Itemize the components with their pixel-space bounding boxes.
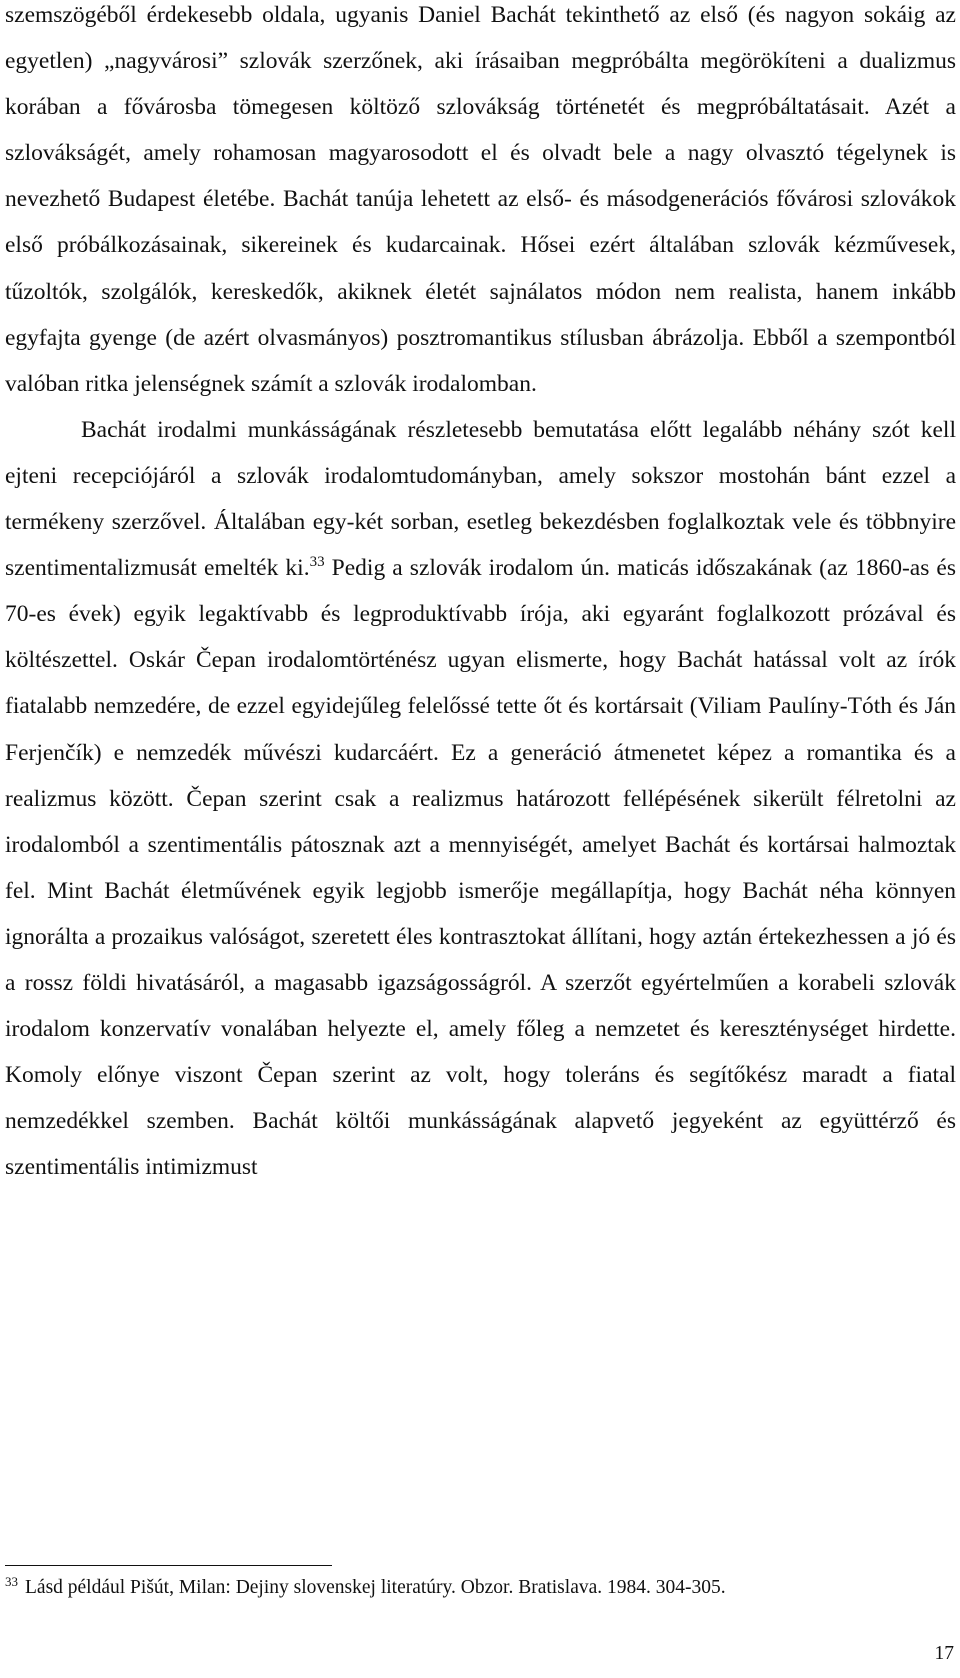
paragraph-2-text-start: Bachát irodalmi munkásságának részletesebb bemutatása előtt legalább néhány szót kell ejteni recepciójáról a szlovák irodalomtudományban, amely sokszor mostohán bánt ezzel a termékeny szerzővel. Általában egy-két sorban, esetleg bekezdésben foglalkoztak vele és többnyire szentimentalizmusát emelték ki. (5, 416, 956, 582)
footnote-reference[interactable]: 33 (309, 554, 325, 571)
body-text (5, 0, 956, 1190)
footnote-number: 33 (5, 1574, 18, 1589)
paragraph-2-text-end: Pedig a szlovák irodalom ún. maticás időszakának (az 1860-as és 70-es évek) egyik legaktívabb és legproduktívabb írója, aki egyaránt foglalkozott prózával és költészettel. Oskár Čepan irodalomtörténész ugyan elismerte, hogy Bachát hatással volt az írók fiatalabb nemzedére, de ezzel egyidejűleg felelőssé tette őt és kortársait (Viliam Paulíny-Tóth és Ján Ferjenčík) e nemzedék művészi kudarcáért. Ez a generáció átmenetet képez a romantika és a realizmus között. Čepan szerint csak a realizmus határozott fellépésének sikerült félretolni az irodalomból a szentimentális pátosznak azt a mennyiségét, amelyet Bachát és kortársai halmoztak fel. Mint Bachát életművének egyik legjobb ismerője megállapítja, hogy Bachát néha könnyen ignorálta a prozaikus valóságot, szeretett éles kontrasztokat állítani, hogy aztán értekezhessen a jó és a rossz földi hivatásáról, a magasabb igazságosságról. A szerzőt egyértelműen a korabeli szlovák irodalom konzervatív vonalában helyezte el, amely főleg a nemzetet és kereszténységet hirdette. Komoly előnye viszont Čepan szerint az volt, hogy toleráns és segítőkész maradt a fiatal nemzedékkel szemben. Bachát költői munkásságának alapvető jegyeként az együttérző és szentimentális intimizmust (5, 555, 957, 1181)
page-number: 17 (934, 1643, 954, 1664)
paragraph-2 (5, 407, 956, 1191)
footnote (5, 1576, 945, 1600)
footnote-text: Lásd például Pišút, Milan: Dejiny slovenskej literatúry. Obzor. Bratislava. 1984. 304-305. (25, 1577, 726, 1598)
paragraph-1 (5, 0, 956, 407)
footnote-separator (5, 1565, 332, 1566)
paragraph-1-text: szemszögéből érdekesebb oldala, ugyanis Daniel Bachát tekinthető az első (és nagyon sokáig az egyetlen) „nagyvárosi” szlovák szerzőnek, aki írásaiban megpróbálta megörökíteni a dualizmus korában a fővárosba tömegesen költöző szlovákság történetét és megpróbáltatásait. Azét a szlovákságét, amely rohamosan magyarosodott el és olvadt bele a nagy olvasztó tégelynek is nevezhető Budapest életébe. Bachát tanúja lehetett az első- és másodgenerációs fővárosi szlovákok első próbálkozásainak, sikereinek és kudarcainak. Hősei ezért általában szlovák kézművesek, tűzoltók, szolgálók, kereskedők, akiknek életét sajnálatos módon nem realista, hanem inkább egyfajta gyenge (de azért olvasmányos) posztromantikus stílusban ábrázolja. Ebből a szempontból valóban ritka jelenségnek számít a szlovák irodalomban. (5, 2, 956, 397)
